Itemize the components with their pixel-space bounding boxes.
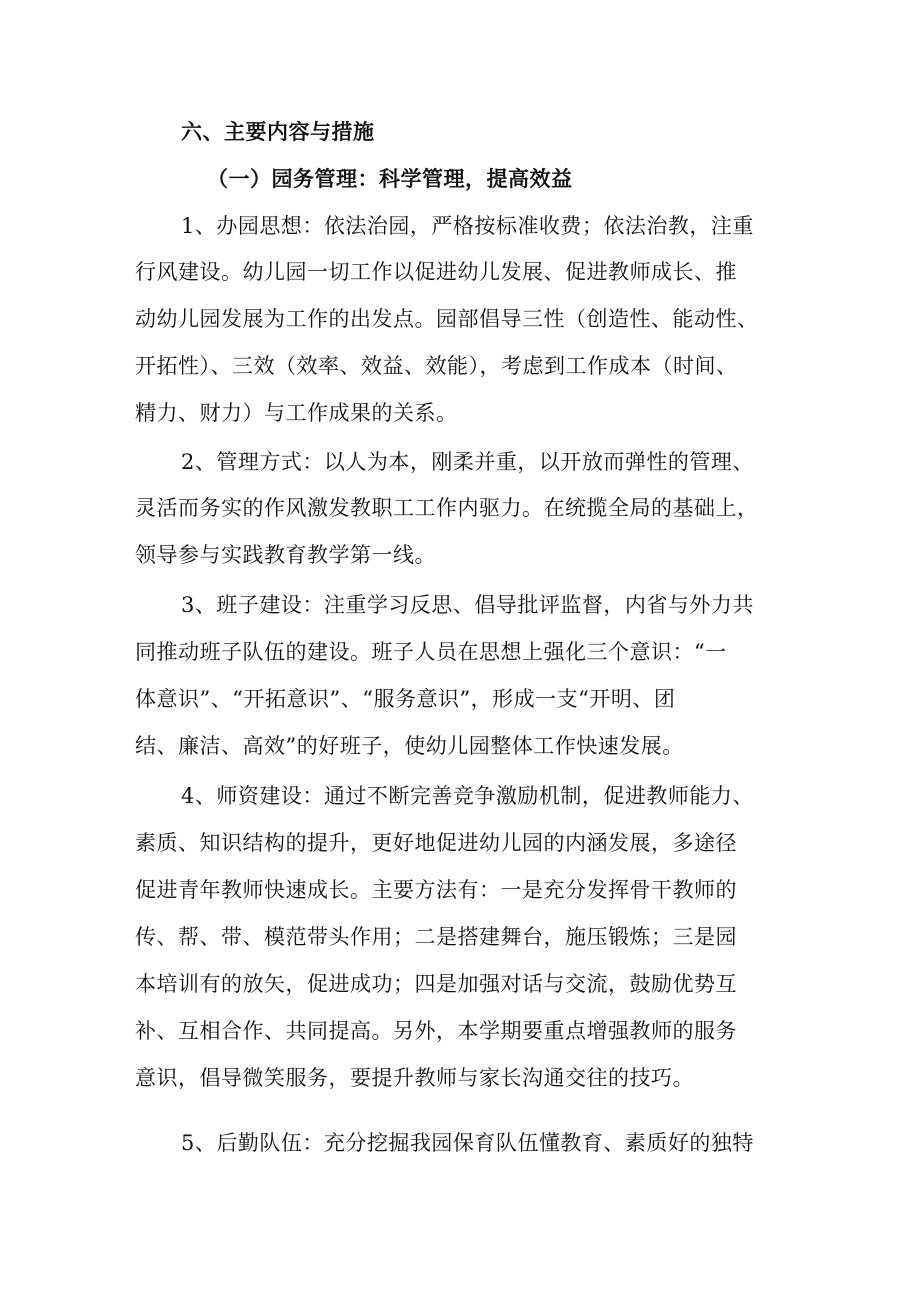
paragraph-line: 领导参与实践教育教学第一线。	[135, 543, 436, 567]
paragraph-line: 4、师资建设：通过不断完善竞争激励机制，促进教师能力、	[181, 784, 754, 808]
paragraph-line: 促进青年教师快速成长。主要方法有：一是充分发挥骨干教师的	[135, 878, 737, 902]
paragraph-line: 开拓性）、三效（效率、效益、效能），考虑到工作成本（时间、	[135, 354, 738, 378]
paragraph-line: 体意识”、“开拓意识”、“服务意识”，形成一支“开明、团	[135, 687, 676, 711]
paragraph-line: 意识，倡导微笑服务，要提升教师与家长沟通交往的技巧。	[135, 1066, 694, 1090]
subsection-heading: （一）园务管理：科学管理，提高效益	[207, 167, 573, 191]
paragraph-line: 补、互相合作、共同提高。另外，本学期要重点增强教师的服务	[135, 1019, 737, 1043]
paragraph-line: 灵活而务实的作风激发教职工工作内驱力。在统揽全局的基础上，	[135, 496, 759, 520]
paragraph-line: 素质、知识结构的提升，更好地促进幼儿园的内涵发展，多途径	[135, 831, 737, 855]
paragraph-line: 3、班子建设：注重学习反思、倡导批评监督，内省与外力共	[181, 593, 754, 617]
paragraph-line: 结、廉洁、高效”的好班子，使幼儿园整体工作快速发展。	[135, 734, 684, 758]
paragraph-line: 2、管理方式：以人为本，刚柔并重，以开放而弹性的管理、	[181, 450, 754, 474]
paragraph-line: 传、帮、带、模范带头作用；二是搭建舞台，施压锻炼；三是园	[135, 925, 737, 949]
paragraph-line: 5、后勤队伍：充分挖掘我园保育队伍懂教育、素质好的独特	[181, 1131, 754, 1155]
paragraph-line: 行风建设。幼儿园一切工作以促进幼儿发展、促进教师成长、推	[135, 260, 737, 284]
paragraph-line: 同推动班子队伍的建设。班子人员在思想上强化三个意识：“一	[135, 640, 727, 664]
paragraph-line: 1、办园思想：依法治园，严格按标准收费；依法治教，注重	[181, 214, 754, 238]
section-heading: 六、主要内容与措施	[181, 120, 375, 144]
paragraph-line: 本培训有的放矢，促进成功；四是加强对话与交流，鼓励优势互	[135, 972, 737, 996]
paragraph-line: 动幼儿园发展为工作的出发点。园部倡导三性（创造性、能动性、	[135, 307, 759, 331]
paragraph-line: 精力、财力）与工作成果的关系。	[135, 401, 458, 425]
